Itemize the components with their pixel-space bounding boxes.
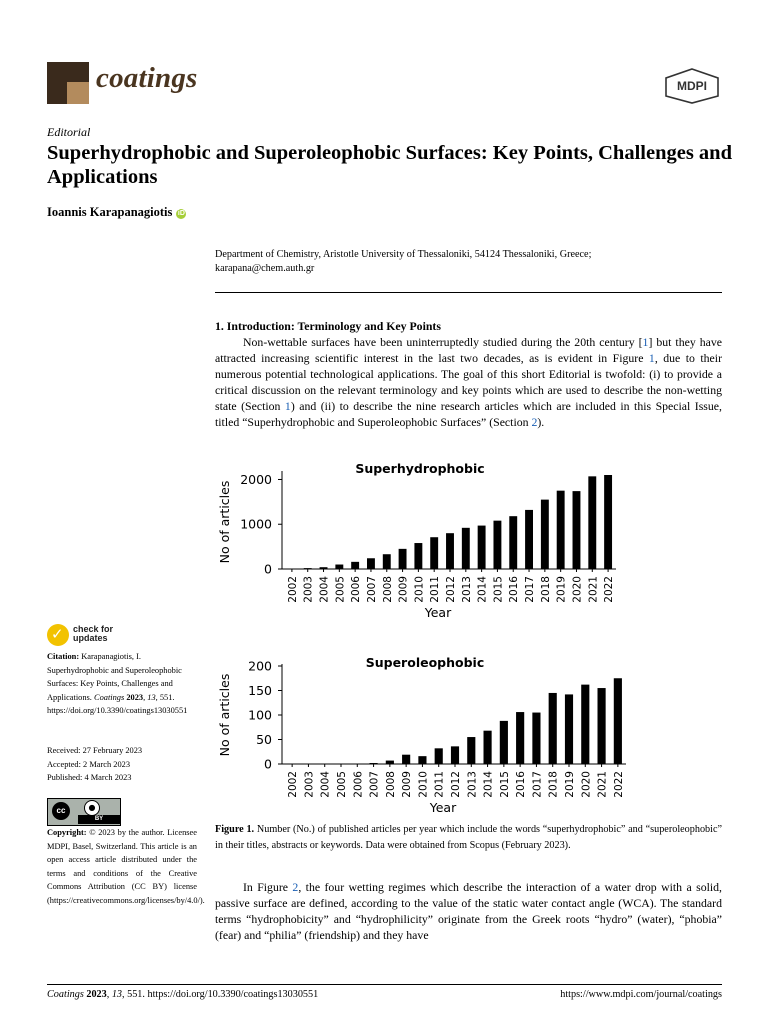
- divider: [215, 292, 722, 293]
- bar: [370, 763, 378, 764]
- x-tick-label: 2012: [450, 771, 462, 798]
- y-tick-label: 200: [248, 658, 272, 674]
- copyright-label: Copyright:: [47, 828, 87, 837]
- article-type: Editorial: [47, 125, 91, 139]
- x-tick-label: 2021: [596, 771, 609, 798]
- bar: [581, 685, 589, 764]
- footer-citation: Coatings 2023, 13, 551. https://doi.org/10.3390/coatings13030551: [47, 989, 319, 1000]
- bar: [557, 491, 565, 569]
- publisher-name: MDPI: [677, 79, 707, 93]
- dates-block: [47, 744, 197, 785]
- by-label: BY: [78, 815, 120, 824]
- journal-logo: [47, 62, 89, 104]
- chart-title: Superhydrophobic: [355, 461, 485, 476]
- bar: [541, 500, 549, 569]
- reference-link[interactable]: 1: [642, 335, 649, 349]
- bar: [509, 516, 517, 569]
- x-tick-label: 2004: [318, 576, 331, 603]
- x-tick-label: 2014: [476, 576, 489, 603]
- x-tick-label: 2015: [498, 771, 511, 798]
- paragraph-wetting: In Figure 2, the four wetting regimes which describe the interaction of a water drop with a solid, passive surface are defined, according to the value of the static water contact angle (WCA). The standard terms “hydrophobicity” and “hydrophilicity” originate from the Greek roots “hydro” (water), “phobia” (fear) and “philia” (friendship) and they have: [215, 880, 722, 942]
- x-tick-label: 2022: [603, 576, 616, 603]
- affiliation-text: Department of Chemistry, Aristotle University of Thessaloniki, 54124 Thessaloniki, Greece;: [215, 249, 592, 260]
- check-icon: ✓: [47, 624, 69, 646]
- x-axis-label: Year: [424, 605, 452, 620]
- x-tick-label: 2012: [445, 576, 457, 603]
- published-date: Published: 4 March 2023: [47, 773, 132, 783]
- citation-label: Citation:: [47, 652, 80, 661]
- bar: [414, 543, 422, 569]
- x-tick-label: 2019: [555, 576, 568, 603]
- x-tick-label: 2010: [417, 771, 430, 798]
- x-tick-label: 2016: [515, 771, 528, 798]
- bar: [335, 565, 343, 569]
- x-tick-label: 2014: [482, 771, 495, 798]
- bar: [516, 712, 524, 764]
- author-email[interactable]: karapana@chem.auth.gr: [215, 263, 315, 274]
- x-tick-label: 2005: [334, 576, 347, 603]
- x-tick-label: 2009: [401, 771, 414, 798]
- footer-doi[interactable]: , 551. https://doi.org/10.3390/coatings13030551: [122, 989, 319, 1000]
- bar: [478, 526, 486, 569]
- copyright-block: [47, 826, 205, 908]
- x-tick-label: 2009: [397, 576, 410, 603]
- bar: [588, 476, 596, 569]
- x-tick-label: 2015: [492, 576, 505, 603]
- mdpi-logo: [664, 68, 720, 104]
- x-tick-label: 2007: [368, 771, 381, 798]
- x-tick-label: 2007: [365, 576, 378, 603]
- citation-doi[interactable]: , 551. https://doi.org/10.3390/coatings13030551: [47, 692, 188, 716]
- x-tick-label: 2021: [587, 576, 600, 603]
- x-tick-label: 2013: [466, 771, 479, 798]
- figure-link[interactable]: 1: [648, 350, 655, 365]
- x-tick-label: 2006: [350, 576, 363, 603]
- x-tick-label: 2019: [564, 771, 576, 798]
- x-tick-label: 2017: [524, 576, 537, 603]
- cc-icon: cc: [52, 802, 70, 820]
- x-tick-label: 2018: [539, 576, 552, 603]
- affiliation: [215, 248, 725, 276]
- x-tick-label: 2003: [302, 576, 315, 603]
- author-name[interactable]: Ioannis Karapanagiotis: [47, 205, 173, 219]
- accepted-date: Accepted: 2 March 2023: [47, 759, 131, 769]
- bar: [446, 533, 454, 569]
- superoleophobic-chart: [212, 650, 632, 818]
- author-line: [47, 205, 186, 220]
- bar: [604, 475, 612, 569]
- copyright-text: © 2023 by the author. Licensee MDPI, Basel, Switzerland. This article is an open access article distributed under the terms and conditions of the Creative Commons Attribution (CC BY) license (https://creativecommons.org/licenses/by/4.0/).: [47, 828, 205, 905]
- x-tick-label: 2004: [319, 771, 332, 798]
- paragraph-intro: Non-wettable surfaces have been uninterruptedly studied during the 20th century [1] but they have attracted increasing scientific interest in the last two decades, as is evident in Figure 1, due to their numerous potential technological applications. The goal of this short Editorial is twofold: (i) to provide a critical discussion on the relevant terminology and key points which are used to describe the non-wetting state (Section 1) and (ii) to describe the nine research articles which are included in this Special Issue, titled “Superhydrophobic and Superoleophobic Surfaces” (Section 2).: [215, 335, 723, 429]
- article-title: Superhydrophobic and Superoleophobic Surfaces: Key Points, Challenges and Applications: [47, 142, 732, 188]
- y-axis-label: No of articles: [217, 673, 232, 757]
- x-tick-label: 2011: [429, 576, 442, 603]
- citation-text: Karapanagiotis, I. Superhydrophobic and Superoleophobic Surfaces: Key Points, Challenges and Applications.: [47, 652, 182, 702]
- section-heading: 1. Introduction: Terminology and Key Points: [215, 319, 441, 333]
- bar: [399, 549, 407, 569]
- section-link[interactable]: 1: [284, 398, 291, 413]
- x-tick-label: 2017: [531, 771, 544, 798]
- bar: [383, 554, 391, 569]
- x-tick-label: 2018: [547, 771, 560, 798]
- figure-link[interactable]: 2: [292, 880, 299, 894]
- y-tick-label: 1000: [240, 516, 272, 532]
- bar: [614, 678, 622, 764]
- figure-label: Figure 1.: [215, 824, 255, 835]
- x-tick-label: 2011: [433, 771, 446, 798]
- cc-by-license-badge[interactable]: [47, 798, 121, 826]
- bar: [493, 521, 501, 569]
- bar: [451, 746, 459, 764]
- y-tick-label: 0: [264, 561, 272, 577]
- superhydrophobic-chart: [212, 455, 632, 625]
- y-axis-label: No of articles: [217, 480, 232, 564]
- bar: [565, 694, 573, 764]
- y-tick-label: 50: [256, 732, 272, 747]
- bar: [467, 737, 475, 764]
- bar: [525, 510, 533, 569]
- bar: [549, 693, 557, 764]
- bar: [418, 756, 426, 764]
- x-tick-label: 2020: [580, 771, 593, 798]
- bar: [402, 755, 410, 764]
- x-tick-label: 2008: [384, 771, 397, 798]
- y-tick-label: 150: [248, 683, 272, 698]
- bar: [320, 567, 328, 569]
- attribution-icon: ●: [84, 800, 100, 816]
- received-date: Received: 27 February 2023: [47, 746, 143, 755]
- y-tick-label: 100: [248, 707, 272, 723]
- orcid-icon[interactable]: iD: [177, 210, 185, 217]
- x-tick-label: 2020: [571, 576, 584, 603]
- x-tick-label: 2002: [287, 771, 300, 798]
- x-tick-label: 2006: [352, 771, 365, 798]
- y-tick-label: 2000: [240, 471, 272, 487]
- bar: [500, 721, 508, 764]
- bar: [304, 568, 312, 569]
- y-tick-label: 0: [264, 756, 272, 772]
- footer-journal-url[interactable]: https://www.mdpi.com/journal/coatings: [560, 989, 722, 1000]
- x-tick-label: 2010: [413, 576, 426, 603]
- check-for-updates-button[interactable]: ✓ check for updates: [47, 624, 167, 650]
- footer-divider: [47, 984, 722, 985]
- journal-name: coatings: [96, 62, 198, 94]
- figure-caption-text: Number (No.) of published articles per year which include the words “superhydrophobic” and “superoleophobic” in their titles, abstracts or keywords. Data were obtained from Scopus (February 2023).: [215, 824, 723, 851]
- figure-caption: [215, 822, 722, 853]
- bar: [573, 491, 581, 569]
- bar: [351, 562, 359, 569]
- chart-title: Superoleophobic: [365, 655, 485, 670]
- x-axis-label: Year: [429, 800, 457, 815]
- x-tick-label: 2013: [460, 576, 473, 603]
- bar: [484, 731, 492, 764]
- x-tick-label: 2005: [336, 771, 348, 798]
- bar: [598, 688, 606, 764]
- bar: [532, 713, 540, 764]
- bar: [430, 537, 438, 569]
- x-tick-label: 2022: [612, 771, 625, 798]
- section-link[interactable]: 2: [531, 414, 538, 429]
- bar: [367, 558, 375, 569]
- citation-block: Citation: Karapanagiotis, I. Superhydrophobic and Superoleophobic Surfaces: Key Points, Challenges and Applications. Coatings 2023, 13, 551. https://doi.org/10.3390/coatings13030551: [47, 652, 188, 716]
- x-tick-label: 2016: [508, 576, 521, 603]
- bar: [386, 761, 394, 764]
- bar: [435, 748, 443, 764]
- bar: [462, 528, 470, 569]
- x-tick-label: 2003: [303, 771, 316, 798]
- x-tick-label: 2008: [381, 576, 394, 603]
- x-tick-label: 2002: [286, 576, 299, 603]
